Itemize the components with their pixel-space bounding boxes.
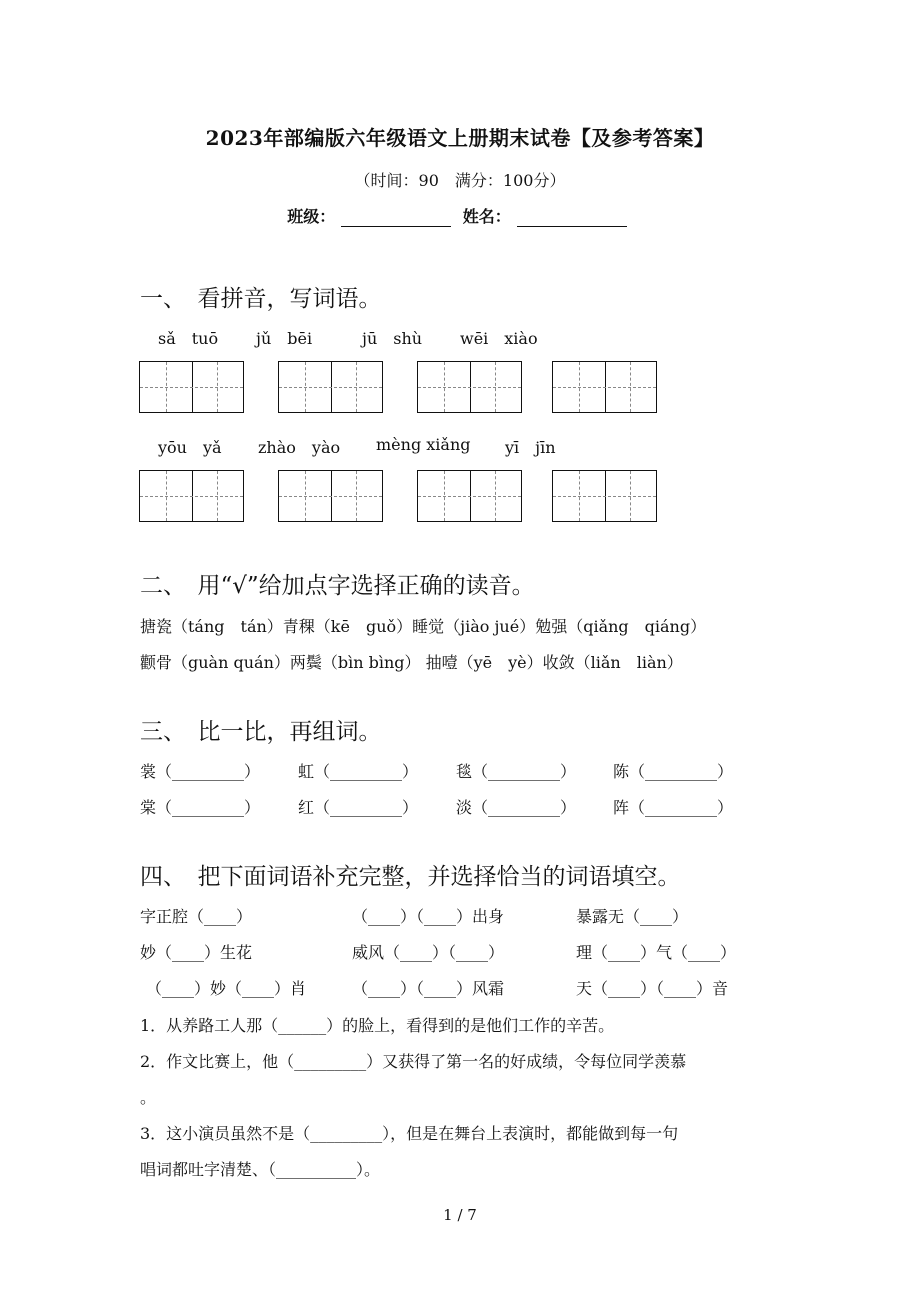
idiom-item[interactable]: （____）妙（____）肖 [146, 979, 307, 998]
class-blank[interactable] [341, 210, 451, 227]
writing-grid[interactable] [552, 470, 657, 522]
pinyin-label: mèng xiǎng [376, 435, 471, 454]
writing-grid[interactable] [139, 470, 244, 522]
idiom-item[interactable]: 暴露无（____） [576, 907, 689, 926]
writing-grid[interactable] [278, 470, 383, 522]
exam-title: 2023年部编版六年级语文上册期末试卷【及参考答案】 [205, 126, 715, 150]
pinyin-label: jū shù [362, 329, 423, 348]
idiom-item[interactable]: 天（____）（____）音 [576, 979, 729, 998]
idiom-item[interactable]: （____）（____）出身 [352, 907, 505, 926]
compare-word-item[interactable]: 裳（_________） [140, 762, 261, 781]
pinyin-label: yōu yǎ [158, 438, 222, 457]
class-label: 班级： [287, 207, 336, 226]
pinyin-label: jǔ bēi [256, 329, 313, 348]
compare-word-item[interactable]: 阵（_________） [613, 798, 734, 817]
reading-choice-line: 颧骨（guàn quán）两鬓（bìn bìng） 抽噎（yē yè）收敛（liǎn liàn） [140, 653, 683, 672]
name-blank[interactable] [517, 210, 627, 227]
reading-choice-line: 搪瓷（táng tán）青稞（kē guǒ）睡觉（jiào jué）勉强（qiǎng qiáng） [140, 617, 707, 636]
idiom-item[interactable]: （____）（____）风霜 [352, 979, 505, 998]
fill-question-2-end: 。 [140, 1088, 157, 1107]
fill-question-3-cont[interactable]: 唱词都吐字清楚、（__________）。 [140, 1160, 381, 1179]
writing-grid[interactable] [139, 361, 244, 413]
compare-word-item[interactable]: 陈（_________） [613, 762, 734, 781]
pinyin-label: wēi xiào [460, 329, 538, 348]
idiom-item[interactable]: 理（____）气（____） [576, 943, 737, 962]
section4-heading: 四、 把下面词语补充完整，并选择恰当的词语填空。 [140, 864, 681, 890]
section2-heading: 二、 用“√”给加点字选择正确的读音。 [140, 573, 535, 599]
section3-heading: 三、 比一比，再组词。 [140, 719, 382, 745]
pinyin-label: zhào yào [258, 438, 341, 457]
fill-question-2[interactable]: 2．作文比赛上，他（_________）又获得了第一名的好成绩，令每位同学羡慕 [140, 1052, 687, 1071]
name-label: 姓名： [462, 207, 511, 226]
compare-word-item[interactable]: 红（_________） [298, 798, 419, 817]
compare-word-item[interactable]: 虹（_________） [298, 762, 419, 781]
compare-word-item[interactable]: 棠（_________） [140, 798, 261, 817]
pinyin-label: yī jīn [505, 438, 556, 457]
fill-question-1[interactable]: 1．从养路工人那（______）的脸上，看得到的是他们工作的辛苦。 [140, 1016, 615, 1035]
pinyin-label: sǎ tuō [158, 329, 219, 348]
page-number: 1 / 7 [443, 1206, 477, 1224]
writing-grid[interactable] [417, 470, 522, 522]
writing-grid[interactable] [278, 361, 383, 413]
compare-word-item[interactable]: 淡（_________） [456, 798, 577, 817]
idiom-item[interactable]: 字正腔（____） [140, 907, 253, 926]
idiom-item[interactable]: 妙（____）生花 [140, 943, 253, 962]
fill-question-3[interactable]: 3．这小演员虽然不是（_________），但是在舞台上表演时，都能做到每一句 [140, 1124, 679, 1143]
writing-grid[interactable] [417, 361, 522, 413]
section1-heading: 一、 看拼音，写词语。 [140, 286, 382, 312]
idiom-item[interactable]: 威风（____）（____） [352, 943, 505, 962]
writing-grid[interactable] [552, 361, 657, 413]
compare-word-item[interactable]: 毯（_________） [456, 762, 577, 781]
exam-time-score: （时间：90 满分：100分） [354, 171, 566, 190]
class-name-line [0, 204, 920, 227]
